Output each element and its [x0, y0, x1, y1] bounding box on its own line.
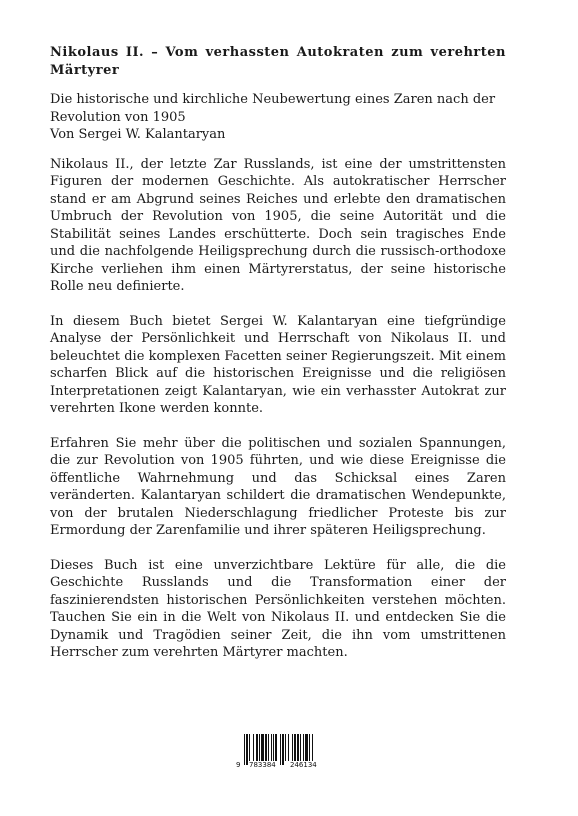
- barcode-digits-right: 246134: [290, 761, 317, 769]
- barcode-digit-first: 9: [236, 761, 241, 769]
- barcode-bar: [300, 734, 301, 761]
- barcode-bar: [280, 734, 281, 765]
- barcode-bar: [312, 734, 313, 761]
- barcode-bar: [253, 734, 254, 761]
- barcode-bar: [261, 734, 264, 761]
- barcode-bar: [271, 734, 272, 761]
- barcode-bar: [305, 734, 308, 761]
- blurb-paragraph-2: In diesem Buch bietet Sergei W. Kalantaryan eine tiefgründige Analyse der Persönlichkeit und Herrschaft von Nikolaus II. und beleuchtet die komplexen Facetten seiner Regierungszeit. Mit einem scharfen Blick auf die historischen Ereignisse und die religiösen Interpretationen zeigt Kalantaryan, wie ein verhasster Autokrat zur verehrten Ikone werden konnte.: [50, 313, 506, 416]
- barcode-bar: [275, 734, 277, 761]
- barcode-bar: [292, 734, 293, 761]
- barcode-bar: [265, 734, 267, 761]
- barcode-bar: [259, 734, 260, 761]
- blurb-paragraph-1: Nikolaus II., der letzte Zar Russlands, ist eine der umstrittensten Figuren der modernen Geschichte. Als autokratischer Herrscher stand er am Abgrund seines Reiches und erlebte den dramatischen Umbruch der Revolution von 1905, die seine Autorität und die Stabilität seines Landes erschütterte. Doch sein tragisches Ende und die nachfolgende Heiligsprechung durch die russisch-orthodoxe Kirche verliehen ihm einen Märtyrerstatus, der seine historische Rolle neu definierte.: [50, 156, 506, 294]
- blurb-paragraph-3: Erfahren Sie mehr über die politischen und sozialen Spannungen, die zur Revolution von 1905 führten, und wie diese Ereignisse die öffentliche Wahrnehmung und das Schicksal eines Zaren veränderten. Kalantaryan schildert die dramatischen Wendepunkte, von der brutalen Niederschlagung friedlicher Proteste bis zur Ermordung der Zarenfamilie und ihrer späteren Heiligsprechung.: [50, 435, 506, 538]
- isbn-barcode: [236, 734, 332, 772]
- barcode-bar: [249, 734, 250, 761]
- barcode-bar: [244, 734, 245, 765]
- barcode-bar: [297, 734, 299, 761]
- barcode-bar: [256, 734, 258, 761]
- barcode-bar: [268, 734, 269, 761]
- barcode-bar: [282, 734, 284, 765]
- barcode-bar: [285, 734, 286, 761]
- book-title: Nikolaus II. – Vom verhassten Autokraten zum verehrten Märtyrer: [50, 45, 506, 78]
- book-subtitle: Die historische und kirchliche Neubewertung eines Zaren nach der Revolution von 1905: [50, 92, 496, 125]
- barcode-bar: [273, 734, 274, 761]
- barcode-bar: [288, 734, 289, 761]
- barcode-digits-left: 783384: [249, 761, 276, 769]
- author-line: Von Sergei W. Kalantaryan: [50, 127, 226, 142]
- barcode-bar: [303, 734, 304, 761]
- back-cover-text: [50, 44, 506, 679]
- barcode-bar: [294, 734, 296, 761]
- blurb-paragraph-4: Dieses Buch ist eine unverzichtbare Lektüre für alle, die die Geschichte Russlands und die Transformation einer der faszinierendsten historischen Persönlichkeiten verstehen möchten. Tauchen Sie ein in die Welt von Nikolaus II. und entdecken Sie die Dynamik und Tragödien seiner Zeit, die ihn vom umstrittenen Herrscher zum verehrten Märtyrer machten.: [50, 557, 506, 660]
- barcode-bar: [309, 734, 310, 761]
